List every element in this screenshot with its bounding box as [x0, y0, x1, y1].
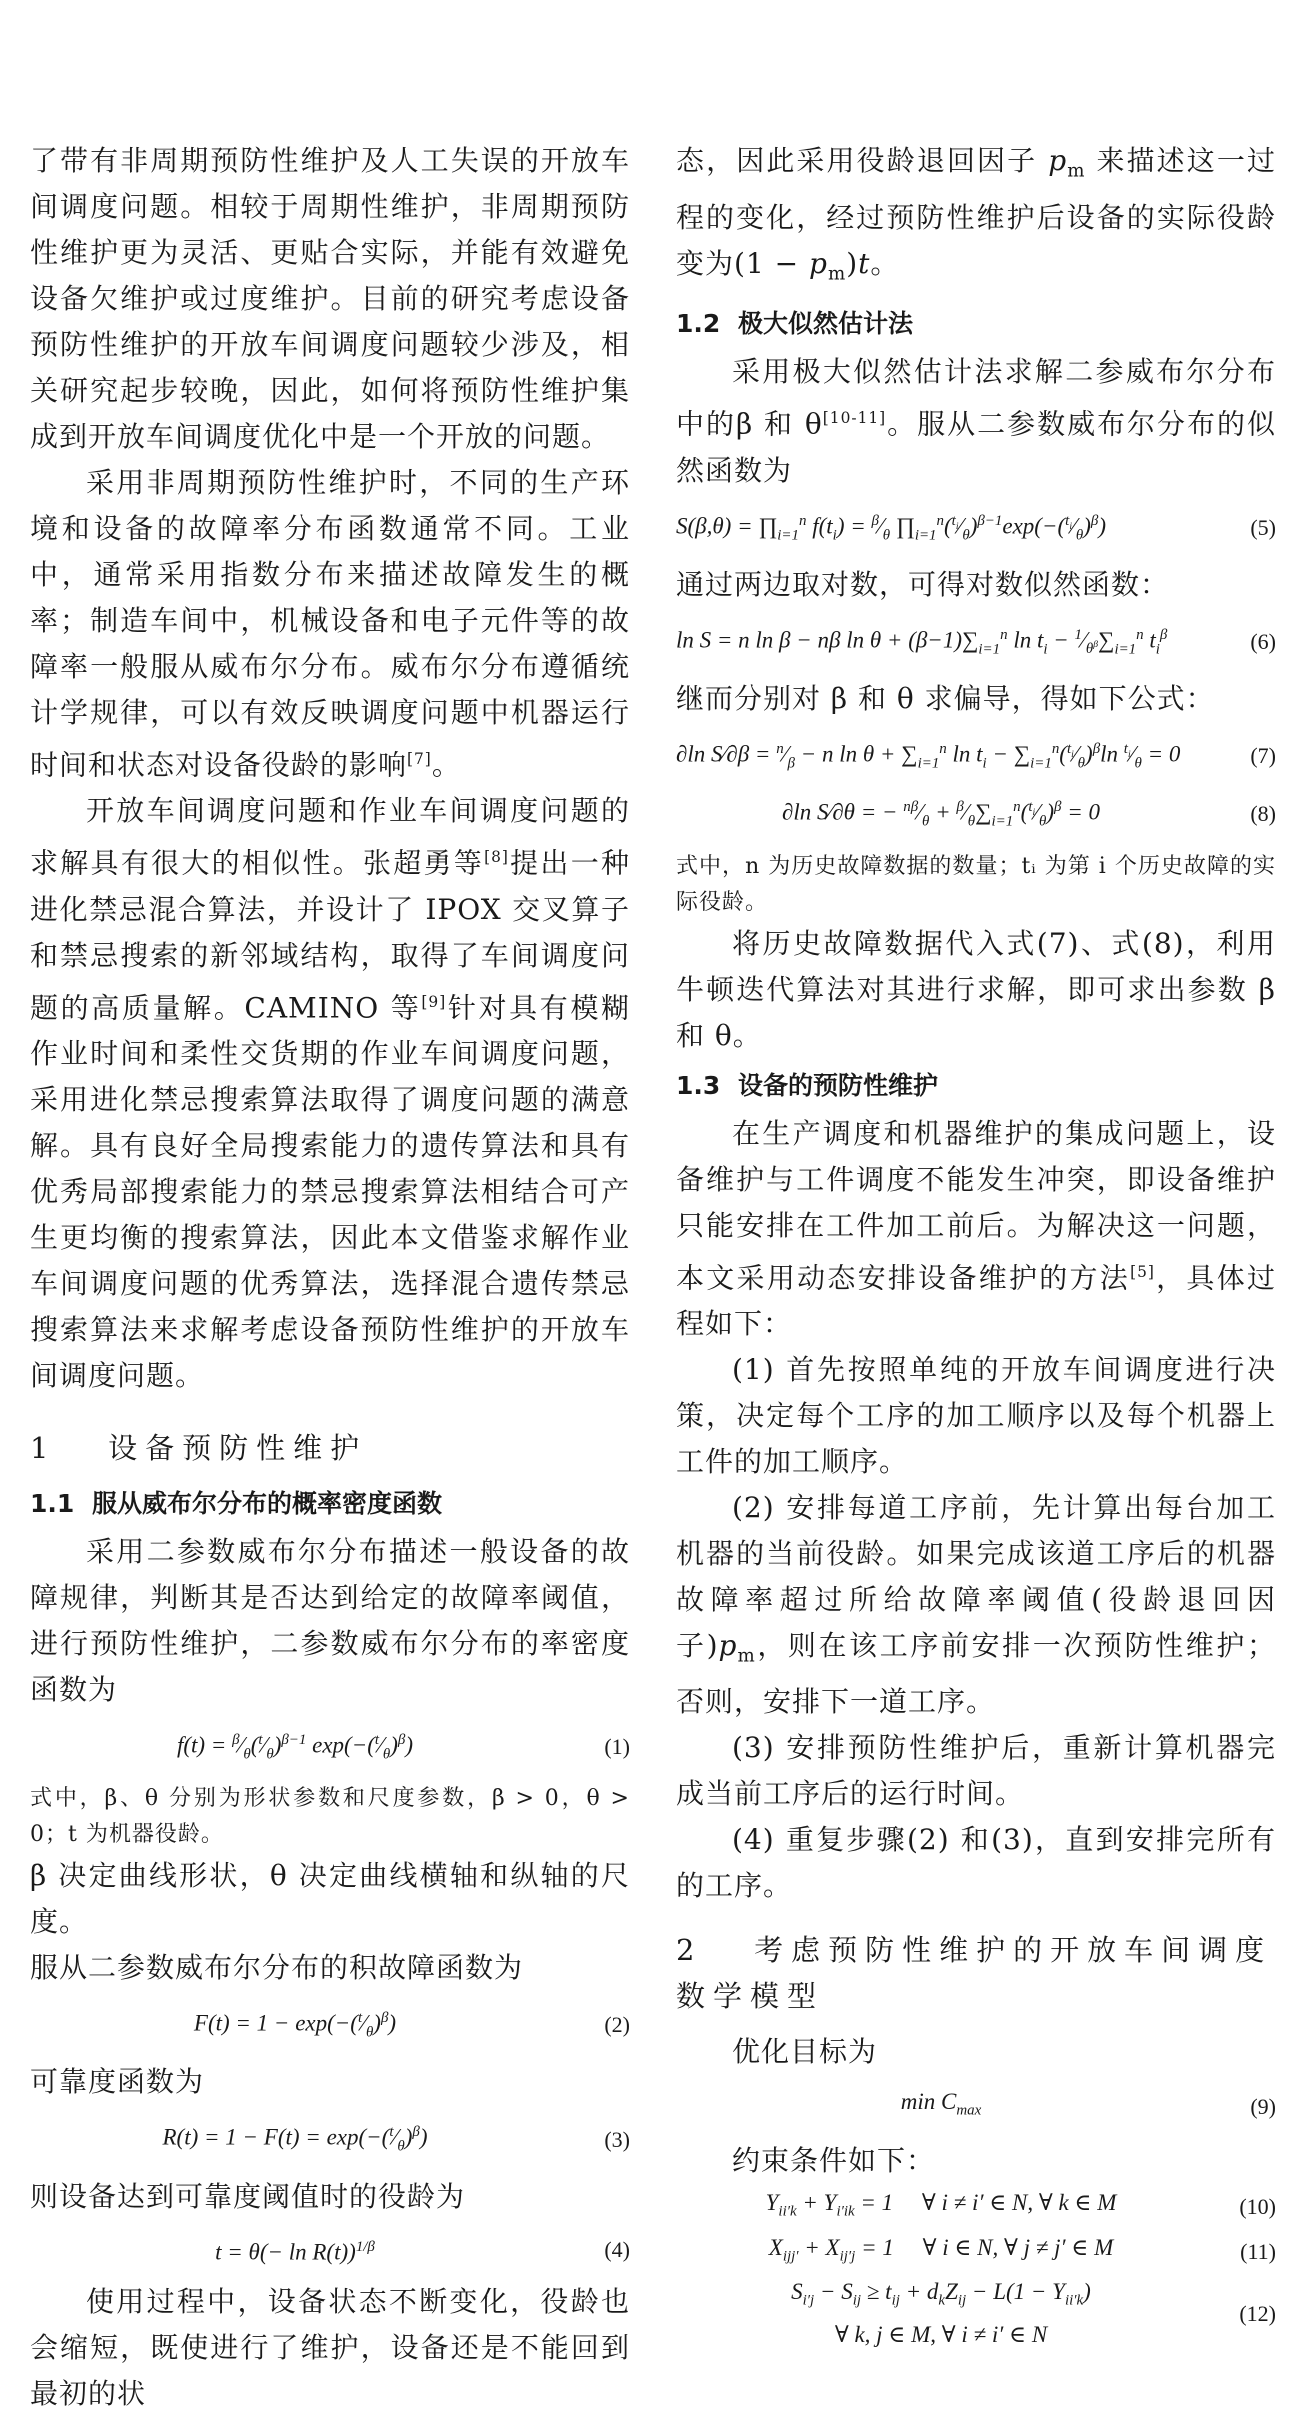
paragraph-text: 在生产调度和机器维护的集成问题上，设备维护与工件调度不能发生冲突，即设备维护只能安排在工件加工前后。为解决这一问题，本文采用动态安排设备维护的方法 [676, 1116, 1276, 1294]
paragraph-text: ，则在该工序前安排一次预防性维护；否则，安排下一道工序。 [676, 1628, 1276, 1719]
paragraph: 态，因此采用役龄退回因子 $p_m$ 来描述这一过程的变化，经过预防性维护后设备的实际役龄变为$(1 - p_m)t$。 [676, 144, 1277, 285]
equation-7: ∂ln S⁄∂β = $^n⁄_\beta - n$ $\ln \theta + \sum_{i=1}^n$ $\ln t_i$ − $\sum_{i=1}^n(^{t_i}⁄_\theta)^\beta\ln$ $^{t_i}⁄_\theta = 0$ (7) [676, 741, 1276, 772]
equation-11: $X_{ijj'} + X_{ij'j} = 1$ ∀ i ∈ N, ∀ j ≠ j′ ∈ M (11) [676, 2231, 1276, 2274]
equation-number: (7) [1250, 743, 1276, 769]
subsection-number: 1.3 [676, 1070, 721, 1100]
equation-number: (3) [604, 2126, 630, 2152]
paragraph: 使用过程中，设备状态不断变化，役龄也会缩短，既使进行了维护，设备还是不能回到最初的状 [30, 2285, 630, 2411]
subsection-title: 服从威布尔分布的概率密度函数 [92, 1488, 443, 1518]
equation-9: $\min C_{max}$ (9) [676, 2085, 1276, 2128]
subsection-heading [676, 301, 1276, 347]
subsection-title: 设备的预防性维护 [738, 1070, 939, 1100]
paragraph-text: ，具体过程如下： [676, 1260, 1276, 1340]
paragraph: 可靠度函数为 [30, 2065, 205, 2099]
section-number: 2 [676, 1933, 703, 1968]
paragraph: 将历史故障数据代入式(7)、式(8)，利用牛顿迭代算法对其进行求解，即可求出参数 β 和 θ。 [676, 926, 1276, 1052]
paragraph-text: 针对具有模糊作业时间和柔性交货期的作业车间调度问题，采用进化禁忌搜索算法取得了调度问题的满意解。具有良好全局搜索能力的遗传算法和具有优秀局部搜索能力的禁忌搜索算法相结合可产生更均衡的搜索算法，因此本文借鉴求解作业车间调度问题的优秀算法，选择混合遗传禁忌搜索算法来求解考虑设备预防性维护的开放车间调度问题。 [30, 990, 630, 1392]
subsection-heading [676, 1063, 1276, 1109]
citation: [10-11] [822, 409, 887, 428]
section-title: 考虑预防性维护的开放车间调度数学模型 [676, 1933, 1273, 2014]
paragraph [30, 788, 630, 1399]
paragraph-text: 开放车间调度问题和作业车间调度问题的求解具有很大的相似性。张超勇等 [30, 794, 630, 880]
paragraph: 约束条件如下： [732, 2144, 936, 2178]
procedure-step: (4) 重复步骤(2) 和(3)，直到安排完所有的工序。 [676, 1823, 1276, 1903]
equation-3: $R(t) = 1 - F(t) = \exp(-(^t⁄_\theta)^\beta)$ (3) [162, 2124, 630, 2155]
section-heading [676, 1927, 1276, 2019]
equation-number: (4) [604, 2236, 630, 2262]
section-heading [30, 1425, 630, 1471]
subsection-number: 1.1 [30, 1488, 75, 1518]
equation-1: $f(t) = ^\beta⁄_\theta(^t⁄_\theta)^{\beta-1}$ $\exp(-(^t⁄_\theta)^\beta)$ (1) [176, 1731, 630, 1763]
equation-8: ∂ln S⁄∂θ = − $^{n\beta}⁄_\theta$ + $^\beta⁄_\theta\sum_{i=1}^n(^{t_i}⁄_\theta)^\beta = 0$ (8) [781, 799, 1276, 830]
equation-number: (9) [1250, 2093, 1276, 2119]
equation-number: (12) [1239, 2300, 1276, 2326]
equation-6: ln S = n ln β − nβ $\ln \theta + (\beta-1)\sum_{i=1}^n$ $\ln t_i$ − $^1⁄_{\theta^\beta}\sum_{i=1}^n$ $t_i^\beta$ (6) [676, 626, 1276, 658]
equation-number: (2) [604, 2012, 630, 2038]
paragraph [676, 1111, 1276, 1347]
paragraph-text: 来描述这一过程的变化，经过预防性维护后设备的实际役龄变为 [676, 144, 1277, 280]
paragraph-text: 提出一种进化禁忌混合算法，并设计了 IPOX 交叉算子和禁忌搜索的新邻域结构，取得了车间调度问题的高质量解。CAMINO 等 [30, 846, 630, 1024]
paragraph [676, 349, 1276, 493]
left-column [30, 138, 630, 2417]
paragraph-text: 。 [431, 748, 461, 782]
paragraph-text: 。 [870, 246, 900, 280]
paragraph: 采用二参数威布尔分布描述一般设备的故障规律，判断其是否达到给定的故障率阈值，进行预防性维护，二参数威布尔分布的率密度函数为 [30, 1534, 630, 1706]
procedure-step: (1) 首先按照单纯的开放车间调度进行决策，决定每个工序的加工顺序以及每个机器上工件的加工顺序。 [676, 1352, 1276, 1478]
citation: [7] [407, 750, 432, 768]
paragraph: β 决定曲线形状，θ 决定曲线横轴和纵轴的尺度。 [30, 1859, 630, 1939]
citation: [8] [484, 848, 509, 867]
paragraph-text: 采用非周期预防性维护时，不同的生产环境和设备的故障率分布函数通常不同。工业中，通常采用指数分布来描述故障发生的概率；制造车间中，机械设备和电子元件等的故障率一般服从威布尔分布。威布尔分布遵循统计学规律，可以有效反映调度问题中机器运行时间和状态对设备役龄的影响 [30, 466, 630, 782]
section-number: 1 [30, 1430, 57, 1465]
equation-note: 式中，β、θ 分别为形状参数和尺度参数，β > 0，θ > 0；t 为机器役龄。 [30, 1786, 630, 1848]
equation-note: 式中，n 为历史故障数据的数量；tᵢ 为第 i 个历史故障的实际役龄。 [676, 853, 1276, 915]
equation-4: $t = \theta(- \ln R(t))^{1/\beta}$ (4) [30, 2230, 630, 2270]
subsection-title: 极大似然估计法 [738, 309, 914, 339]
procedure-step: (3) 安排预防性维护后，重新计算机器完成当前工序后的运行时间。 [676, 1731, 1276, 1811]
citation: [9] [421, 992, 447, 1011]
paragraph: 则设备达到可靠度阈值时的役龄为 [30, 2179, 466, 2213]
subsection-heading [30, 1481, 630, 1527]
paragraph [30, 460, 630, 788]
equation-2: $F(t) = 1 - \exp(-(^t⁄_\theta)^\beta)$ (2) [193, 2010, 630, 2041]
paragraph-text: 。服从二参数威布尔分布的似然函数为 [676, 407, 1276, 487]
paragraph-text: (2) 安排每道工序前，先计算出每台加工机器的当前役龄。如果完成该道工序后的机器故障率超过所给故障率阈值(役龄退回因子) [676, 1490, 1276, 1662]
section-title: 设备预防性维护 [108, 1430, 368, 1465]
paragraph: 了带有非周期预防性维护及人工失误的开放车间调度问题。相较于周期性维护，非周期预防性维护更为灵活、更贴合实际，并能有效避免设备欠维护或过度维护。目前的研究考虑设备预防性维护的开放车间调度问题较少涉及，相关研究起步较晚，因此，如何将预防性维护集成到开放车间调度优化中是一个开放的问题。 [30, 144, 630, 453]
subsection-number: 1.2 [676, 309, 721, 339]
paragraph-text: 态，因此采用役龄退回因子 [676, 144, 1049, 177]
equation-10: $Y_{ii'k} + Y_{i'ik} = 1$ ∀ i ≠ i′ ∈ N, ∀ k ∈ M (10) [676, 2186, 1276, 2229]
citation: [5] [1130, 1262, 1155, 1281]
equation-number: (1) [604, 1734, 630, 1760]
equation-5: $S(\beta,\theta) = \prod_{i=1}^n$ $f(t_i)$ = $^\beta⁄_\theta$ $\prod_{i=1}^n(^{t_i}⁄_\theta)^{\beta-1}\exp(-(^{t_i}⁄_\theta)^\beta)$ (5) [676, 512, 1276, 543]
equation-number: (10) [1239, 2194, 1276, 2220]
paragraph: 继而分别对 β 和 θ 求偏导，得如下公式： [676, 682, 1215, 716]
paragraph: 优化目标为 [732, 2035, 878, 2069]
right-column [676, 138, 1276, 2354]
paragraph-text: 采用极大似然估计法求解二参威布尔分布中的β 和 θ [676, 355, 1276, 441]
equation-number: (11) [1240, 2238, 1276, 2264]
paragraph: 服从二参数威布尔分布的积故障函数为 [30, 1951, 524, 1985]
procedure-step: (2) 安排每道工序前，先计算出每台加工机器的当前役龄。如果完成该道工序后的机器故障率超过所给故障率阈值(役龄退回因子)$p_m$，则在该工序前安排一次预防性维护；否则，安排下一道工序。 [676, 1490, 1276, 1719]
equation-number: (8) [1250, 801, 1276, 827]
equation-number: (5) [1250, 514, 1276, 540]
paragraph: 通过两边取对数，可得对数似然函数： [676, 567, 1170, 601]
equation-12: $S_{i'j} - S_{ij} \ge t_{ij} + d_kZ_{ij} - L(1 - Y_{ii'k})$ ∀ k, j ∈ M, ∀ i ≠ i′ ∈ N (12) [791, 2279, 1276, 2347]
equation-number: (6) [1250, 628, 1276, 654]
